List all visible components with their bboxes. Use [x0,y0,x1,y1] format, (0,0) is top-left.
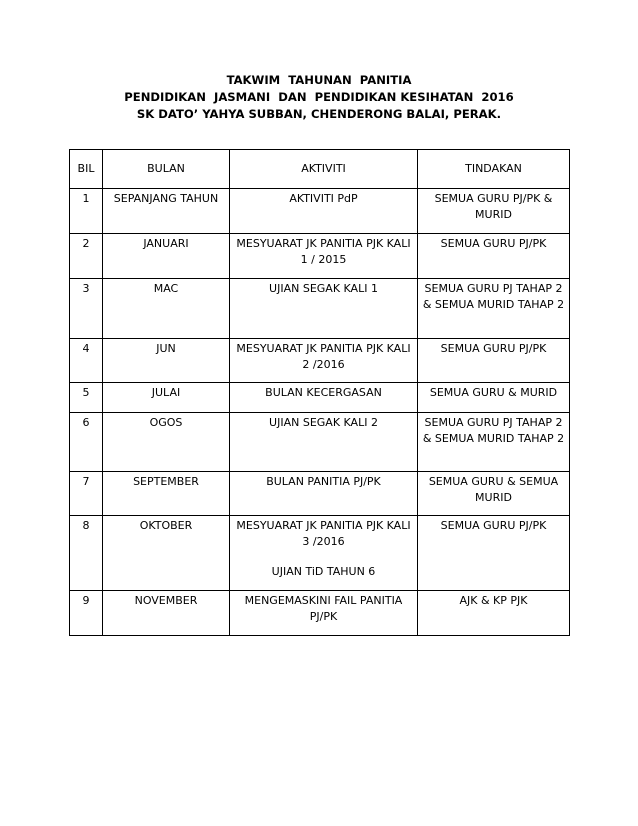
table-row [70,472,570,516]
aktiviti-item: UJIAN SEGAK KALI 2 [269,416,378,429]
aktiviti-item: UJIAN SEGAK KALI 1 [269,282,378,295]
aktiviti-item: MESYUARAT JK PANITIA PJK KALI 2 /2016 [236,342,411,371]
cell-aktiviti [230,279,418,339]
cell-bulan: SEPTEMBER [103,472,230,516]
cell-tindakan: SEMUA GURU PJ TAHAP 2 & SEMUA MURID TAHAP 2 [418,413,570,472]
column-header-tindakan: TINDAKAN [418,150,570,189]
cell-aktiviti [230,234,418,279]
cell-bil: 3 [70,279,103,339]
cell-aktiviti [230,189,418,234]
cell-tindakan: SEMUA GURU PJ/PK & MURID [418,189,570,234]
table-row [70,591,570,636]
header-title: TAKWIM TAHUNAN PANITIA [226,73,412,87]
cell-bulan: SEPANJANG TAHUN [103,189,230,234]
cell-tindakan: SEMUA GURU PJ/PK [418,339,570,383]
cell-bil: 1 [70,189,103,234]
table-header-row [70,150,570,189]
table-row [70,383,570,413]
cell-tindakan: SEMUA GURU & SEMUA MURID [418,472,570,516]
cell-tindakan: AJK & KP PJK [418,591,570,636]
cell-aktiviti [230,516,418,591]
aktiviti-item: MESYUARAT JK PANITIA PJK KALI 3 /2016 [236,519,411,548]
cell-tindakan: SEMUA GURU PJ/PK [418,234,570,279]
aktiviti-item: MESYUARAT JK PANITIA PJK KALI 1 / 2015 [236,237,411,266]
table-row [70,189,570,234]
cell-bil: 5 [70,383,103,413]
header-school: SK DATO’ YAHYA SUBBAN, CHENDERONG BALAI, PERAK. [136,107,502,121]
cell-bil: 4 [70,339,103,383]
cell-bulan: JULAI [103,383,230,413]
aktiviti-item: AKTIVITI PdP [289,192,358,205]
cell-bulan: NOVEMBER [103,591,230,636]
cell-tindakan: SEMUA GURU PJ/PK [418,516,570,591]
aktiviti-item: BULAN PANITIA PJ/PK [266,475,381,488]
aktiviti-spacer [234,549,413,564]
aktiviti-item: UJIAN TiD TAHUN 6 [271,565,376,578]
cell-aktiviti [230,383,418,413]
header-subject: PENDIDIKAN JASMANI DAN PENDIDIKAN KESIHATAN 2016 [124,90,514,104]
cell-aktiviti [230,413,418,472]
column-header-bil: BIL [70,150,103,189]
cell-aktiviti [230,339,418,383]
document-header [0,72,638,123]
cell-aktiviti [230,591,418,636]
cell-bulan: MAC [103,279,230,339]
cell-bil: 9 [70,591,103,636]
cell-bulan: OGOS [103,413,230,472]
column-header-bulan: BULAN [103,150,230,189]
table-row [70,413,570,472]
cell-bil: 2 [70,234,103,279]
table-row [70,516,570,591]
table-row [70,234,570,279]
table-row [70,339,570,383]
aktiviti-item: MENGEMASKINI FAIL PANITIA PJ/PK [244,594,403,623]
cell-bil: 8 [70,516,103,591]
cell-bil: 7 [70,472,103,516]
cell-tindakan: SEMUA GURU PJ TAHAP 2 & SEMUA MURID TAHAP 2 [418,279,570,339]
cell-bulan: JANUARI [103,234,230,279]
cell-aktiviti [230,472,418,516]
cell-tindakan: SEMUA GURU & MURID [418,383,570,413]
column-header-aktiviti: AKTIVITI [230,150,418,189]
cell-bulan: JUN [103,339,230,383]
takwim-table [69,149,570,636]
aktiviti-item: BULAN KECERGASAN [265,386,382,399]
cell-bulan: OKTOBER [103,516,230,591]
cell-bil: 6 [70,413,103,472]
table-row [70,279,570,339]
